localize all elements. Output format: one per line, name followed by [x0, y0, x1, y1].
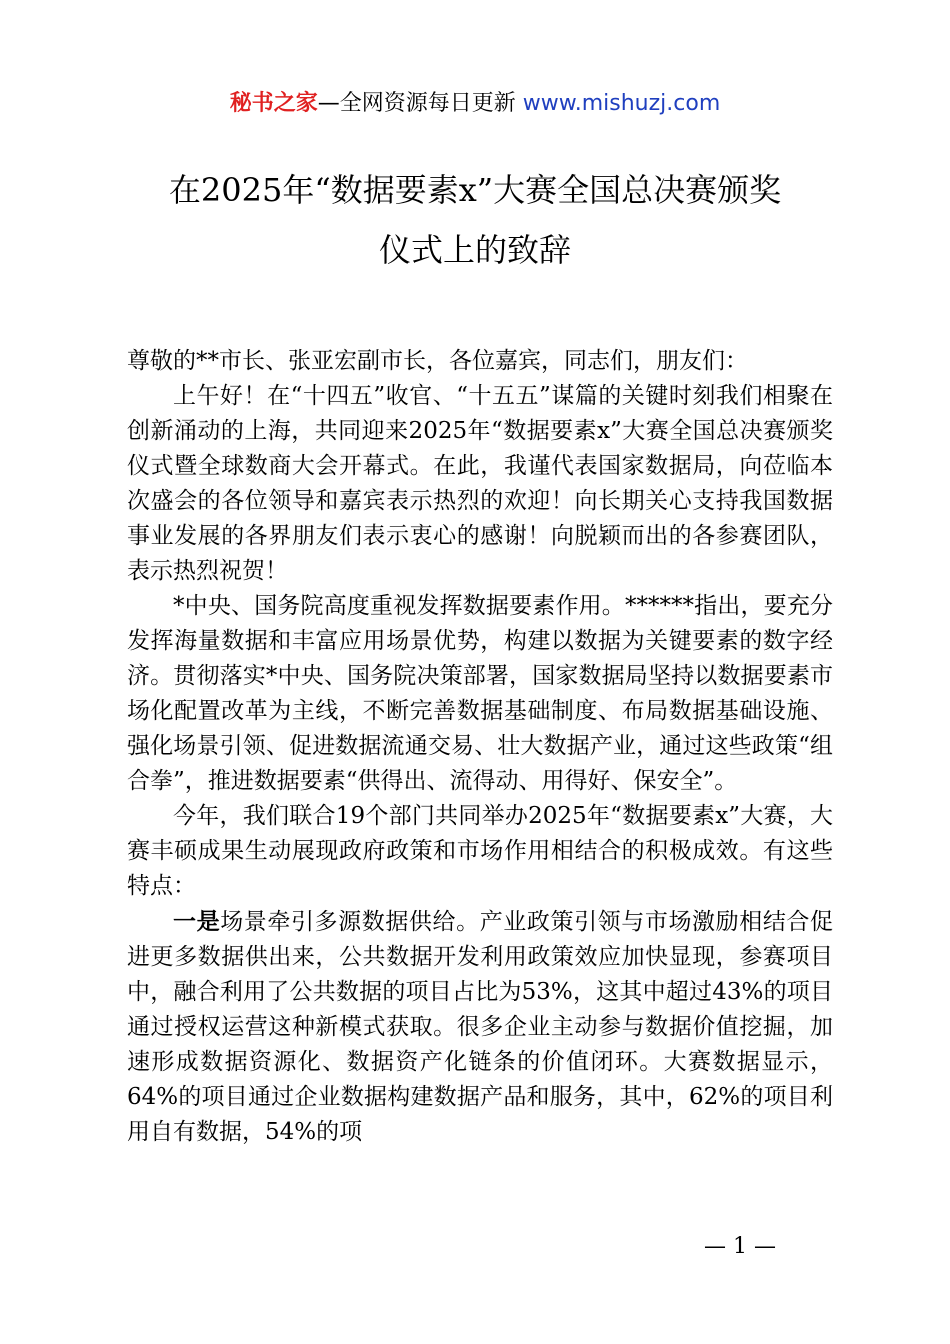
feature-one-text: 场景牵引多源数据供给。产业政策引领与市场激励相结合促进更多数据供出来，公共数据开发利用政策效应加快显现，参赛项目中，融合利用了公共数据的项目占比为53%，这其中超过43%的项目通过授权运营这种新模式获取。很多企业主动参与数据价值挖掘，加速形成数据资源化、数据资产化链条的价值闭环。大赛数据显示，64%的项目通过企业数据构建数据产品和服务，其中，62%的项目利用自有数据，54%的项 [127, 909, 834, 1145]
feature-one-lead: 一是 [173, 908, 221, 935]
page-number: — 1 — [704, 1234, 776, 1259]
header-tagline: —全网资源每日更新 [317, 91, 523, 116]
document-title [60, 160, 890, 280]
paragraph-policy: *中央、国务院高度重视发挥数据要素作用。******指出，要充分发挥海量数据和丰富应用场景优势，构建以数据为关键要素的数字经济。贯彻落实*中央、国务院决策部署，国家数据局坚持以数据要素市场化配置改革为主线，不断完善数据基础制度、布局数据基础设施、强化场景引领、促进数据流通交易、壮大数据产业，通过这些政策“组合拳”，推进数据要素“供得出、流得动、用得好、保安全”。 [127, 593, 833, 794]
paragraph-feature-one [127, 904, 833, 1150]
site-url-link[interactable]: www.mishuzj.com [522, 91, 721, 116]
document-body [127, 344, 833, 1150]
site-header [0, 88, 950, 120]
salutation: 尊敬的**市长、张亚宏副市长，各位嘉宾，同志们，朋友们： [127, 348, 748, 374]
paragraph-greeting: 上午好！在“十四五”收官、“十五五”谋篇的关键时刻我们相聚在创新涌动的上海，共同迎来2025年“数据要素x”大赛全国总决赛颁奖仪式暨全球数商大会开幕式。在此，我谨代表国家数据局，向莅临本次盛会的各位领导和嘉宾表示热烈的欢迎！向长期关心支持我国数据事业发展的各界朋友们表示衷心的感谢！向脱颖而出的各参赛团队，表示热烈祝贺！ [127, 383, 833, 584]
title-line-2: 仪式上的致辞 [378, 231, 571, 269]
paragraph-contest: 今年，我们联合19个部门共同举办2025年“数据要素x”大赛，大赛丰硕成果生动展现政府政策和市场作用相结合的积极成效。有这些特点： [127, 803, 833, 899]
brand-name: 秘书之家 [229, 91, 318, 116]
title-line-1: 在2025年“数据要素x”大赛全国总决赛颁奖 [168, 171, 782, 209]
